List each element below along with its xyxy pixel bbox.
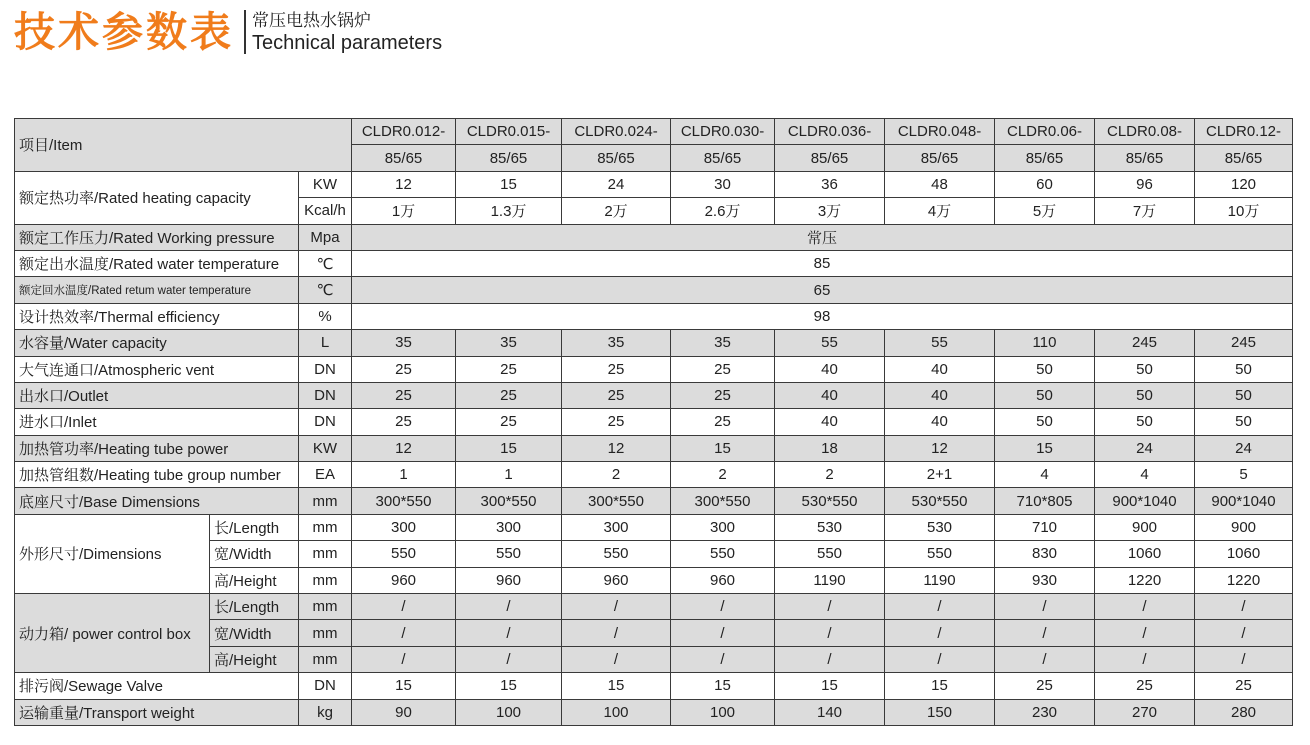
value-cell: 50 (995, 409, 1095, 435)
value-cell: 1060 (1195, 541, 1293, 567)
unit-cell: Kcal/h (299, 198, 352, 224)
value-cell: 30 (671, 171, 775, 197)
unit-cell: DN (299, 673, 352, 699)
model-name-cell: CLDR0.024- (562, 119, 671, 145)
unit-cell: EA (299, 462, 352, 488)
value-cell: 300*550 (352, 488, 456, 514)
value-cell: / (671, 594, 775, 620)
value-cell: 900*1040 (1195, 488, 1293, 514)
value-cell: / (1095, 620, 1195, 646)
value-cell: 1190 (775, 567, 885, 593)
value-cell: 270 (1095, 699, 1195, 725)
value-cell: 35 (671, 330, 775, 356)
value-cell: 900*1040 (1095, 488, 1195, 514)
value-cell: / (352, 646, 456, 672)
row-label: 运输重量/Transport weight (15, 699, 299, 725)
page-header (14, 4, 442, 60)
value-cell: 40 (775, 382, 885, 408)
model-name-cell: CLDR0.08- (1095, 119, 1195, 145)
value-cell: 2 (775, 462, 885, 488)
value-cell: 25 (562, 382, 671, 408)
subtitle-english: Technical parameters (252, 32, 443, 54)
value-cell: / (775, 594, 885, 620)
technical-parameters-table (14, 118, 1293, 726)
value-cell: 10万 (1195, 198, 1293, 224)
model-temp-cell: 85/65 (352, 145, 456, 171)
value-cell: 3万 (775, 198, 885, 224)
value-cell: 1 (456, 462, 562, 488)
value-cell: 140 (775, 699, 885, 725)
row-label: 加热管组数/Heating tube group number (15, 462, 299, 488)
sub-label: 长/Length (210, 514, 299, 540)
value-cell: 900 (1195, 514, 1293, 540)
row-label: 底座尺寸/Base Dimensions (15, 488, 299, 514)
value-cell: 25 (1095, 673, 1195, 699)
model-temp-cell: 85/65 (1095, 145, 1195, 171)
value-cell: / (671, 620, 775, 646)
subtitle-chinese: 常压电热水锅炉 (252, 11, 371, 31)
item-header: 项目/Item (15, 119, 352, 172)
value-cell: 1220 (1195, 567, 1293, 593)
value-cell: 5 (1195, 462, 1293, 488)
unit-cell: mm (299, 594, 352, 620)
sub-label: 宽/Width (210, 541, 299, 567)
value-cell: 15 (995, 435, 1095, 461)
value-cell: 96 (1095, 171, 1195, 197)
value-cell: 100 (456, 699, 562, 725)
value-cell: 25 (456, 409, 562, 435)
value-cell: 960 (352, 567, 456, 593)
data-row (15, 488, 1293, 514)
value-cell: 25 (562, 409, 671, 435)
model-temp-cell: 85/65 (562, 145, 671, 171)
value-cell: 36 (775, 171, 885, 197)
unit-cell: DN (299, 356, 352, 382)
row-label: 大气连通口/Atmospheric vent (15, 356, 299, 382)
value-cell: 710*805 (995, 488, 1095, 514)
value-cell: / (775, 646, 885, 672)
value-cell: 25 (1195, 673, 1293, 699)
value-cell: 300*550 (456, 488, 562, 514)
value-cell: 12 (352, 435, 456, 461)
value-cell: / (1195, 594, 1293, 620)
value-cell: 25 (671, 356, 775, 382)
value-cell: 12 (885, 435, 995, 461)
unit-cell: DN (299, 409, 352, 435)
value-cell: 100 (562, 699, 671, 725)
merged-row (15, 303, 1293, 329)
row-label: 额定出水温度/Rated water temperature (15, 250, 299, 276)
value-cell: 12 (562, 435, 671, 461)
model-temp-cell: 85/65 (885, 145, 995, 171)
value-cell: 300 (352, 514, 456, 540)
value-cell: 50 (1195, 382, 1293, 408)
merged-row (15, 277, 1293, 303)
row-label: 设计热效率/Thermal efficiency (15, 303, 299, 329)
value-cell: 2+1 (885, 462, 995, 488)
row-label: 额定回水温度/Rated retum water temperature (15, 277, 299, 303)
subtitle-block (252, 10, 442, 54)
merged-value-cell: 98 (352, 303, 1293, 329)
value-cell: 24 (562, 171, 671, 197)
value-cell: 25 (671, 409, 775, 435)
sub-label: 高/Height (210, 567, 299, 593)
value-cell: 300*550 (562, 488, 671, 514)
value-cell: 2 (671, 462, 775, 488)
value-cell: / (995, 594, 1095, 620)
value-cell: 15 (456, 673, 562, 699)
value-cell: 7万 (1095, 198, 1195, 224)
unit-cell: mm (299, 514, 352, 540)
value-cell: 530*550 (885, 488, 995, 514)
value-cell: / (456, 620, 562, 646)
value-cell: / (562, 646, 671, 672)
value-cell: / (885, 646, 995, 672)
data-row (15, 382, 1293, 408)
merged-value-cell: 常压 (352, 224, 1293, 250)
value-cell: / (352, 594, 456, 620)
data-row (15, 699, 1293, 725)
value-cell: 300*550 (671, 488, 775, 514)
value-cell: 4 (995, 462, 1095, 488)
value-cell: 55 (775, 330, 885, 356)
page-title: 技术参数表 (14, 8, 234, 56)
value-cell: / (562, 620, 671, 646)
unit-cell: KW (299, 435, 352, 461)
value-cell: 15 (562, 673, 671, 699)
value-cell: / (995, 646, 1095, 672)
merged-row (15, 250, 1293, 276)
model-name-cell: CLDR0.048- (885, 119, 995, 145)
value-cell: 50 (995, 382, 1095, 408)
group-label: 外形尺寸/Dimensions (15, 514, 210, 593)
rated-heating-kw-row (15, 171, 1293, 197)
value-cell: 25 (456, 356, 562, 382)
value-cell: 60 (995, 171, 1095, 197)
value-cell: 530 (775, 514, 885, 540)
value-cell: 90 (352, 699, 456, 725)
value-cell: 25 (352, 356, 456, 382)
value-cell: 230 (995, 699, 1095, 725)
value-cell: 55 (885, 330, 995, 356)
model-name-cell: CLDR0.012- (352, 119, 456, 145)
value-cell: 550 (456, 541, 562, 567)
value-cell: 25 (352, 382, 456, 408)
value-cell: 2 (562, 462, 671, 488)
value-cell: 900 (1095, 514, 1195, 540)
value-cell: 35 (456, 330, 562, 356)
merged-value-cell: 85 (352, 250, 1293, 276)
unit-cell: mm (299, 541, 352, 567)
unit-cell: mm (299, 646, 352, 672)
value-cell: 300 (456, 514, 562, 540)
value-cell: 5万 (995, 198, 1095, 224)
data-row (15, 409, 1293, 435)
value-cell: 300 (562, 514, 671, 540)
value-cell: 50 (1095, 382, 1195, 408)
merged-value-cell: 65 (352, 277, 1293, 303)
model-temp-cell: 85/65 (671, 145, 775, 171)
row-label: 额定热功率/Rated heating capacity (15, 171, 299, 224)
row-label: 加热管功率/Heating tube power (15, 435, 299, 461)
value-cell: / (562, 594, 671, 620)
value-cell: 15 (775, 673, 885, 699)
data-row (15, 673, 1293, 699)
value-cell: 48 (885, 171, 995, 197)
data-row (15, 435, 1293, 461)
value-cell: 245 (1095, 330, 1195, 356)
value-cell: 530 (885, 514, 995, 540)
row-label: 进水口/Inlet (15, 409, 299, 435)
unit-cell: L (299, 330, 352, 356)
value-cell: 1220 (1095, 567, 1195, 593)
unit-cell: DN (299, 382, 352, 408)
value-cell: 110 (995, 330, 1095, 356)
value-cell: 50 (1095, 409, 1195, 435)
row-label: 额定工作压力/Rated Working pressure (15, 224, 299, 250)
value-cell: / (456, 646, 562, 672)
value-cell: 1190 (885, 567, 995, 593)
value-cell: 50 (1095, 356, 1195, 382)
value-cell: 35 (352, 330, 456, 356)
value-cell: 15 (671, 673, 775, 699)
value-cell: 4 (1095, 462, 1195, 488)
value-cell: 15 (456, 171, 562, 197)
unit-cell: kg (299, 699, 352, 725)
header-row (15, 119, 1293, 145)
model-name-cell: CLDR0.030- (671, 119, 775, 145)
value-cell: 25 (671, 382, 775, 408)
value-cell: / (456, 594, 562, 620)
value-cell: 50 (1195, 409, 1293, 435)
value-cell: / (1095, 646, 1195, 672)
value-cell: 550 (775, 541, 885, 567)
model-temp-cell: 85/65 (775, 145, 885, 171)
unit-cell: % (299, 303, 352, 329)
value-cell: / (885, 620, 995, 646)
value-cell: / (775, 620, 885, 646)
value-cell: 150 (885, 699, 995, 725)
value-cell: / (1195, 646, 1293, 672)
value-cell: 15 (352, 673, 456, 699)
value-cell: 15 (456, 435, 562, 461)
value-cell: / (352, 620, 456, 646)
value-cell: 25 (352, 409, 456, 435)
row-label: 出水口/Outlet (15, 382, 299, 408)
group-label: 动力箱/ power control box (15, 594, 210, 673)
unit-cell: KW (299, 171, 352, 197)
value-cell: 100 (671, 699, 775, 725)
sub-label: 高/Height (210, 646, 299, 672)
value-cell: 830 (995, 541, 1095, 567)
value-cell: 1万 (352, 198, 456, 224)
table-body (15, 119, 1293, 726)
value-cell: 1 (352, 462, 456, 488)
value-cell: 280 (1195, 699, 1293, 725)
value-cell: 24 (1095, 435, 1195, 461)
value-cell: 960 (562, 567, 671, 593)
value-cell: 1.3万 (456, 198, 562, 224)
value-cell: 50 (995, 356, 1095, 382)
value-cell: / (1095, 594, 1195, 620)
value-cell: 40 (885, 409, 995, 435)
power_box-row (15, 594, 1293, 620)
row-label: 水容量/Water capacity (15, 330, 299, 356)
value-cell: 710 (995, 514, 1095, 540)
value-cell: 25 (456, 382, 562, 408)
value-cell: 40 (775, 356, 885, 382)
row-label: 排污阀/Sewage Valve (15, 673, 299, 699)
value-cell: 245 (1195, 330, 1293, 356)
value-cell: / (1195, 620, 1293, 646)
model-temp-cell: 85/65 (1195, 145, 1293, 171)
unit-cell: mm (299, 620, 352, 646)
model-name-cell: CLDR0.12- (1195, 119, 1293, 145)
value-cell: 550 (885, 541, 995, 567)
value-cell: 12 (352, 171, 456, 197)
unit-cell: mm (299, 488, 352, 514)
value-cell: 25 (995, 673, 1095, 699)
value-cell: 2.6万 (671, 198, 775, 224)
value-cell: 40 (885, 356, 995, 382)
value-cell: 40 (885, 382, 995, 408)
value-cell: 550 (352, 541, 456, 567)
value-cell: / (885, 594, 995, 620)
value-cell: 960 (671, 567, 775, 593)
value-cell: 24 (1195, 435, 1293, 461)
value-cell: 18 (775, 435, 885, 461)
model-name-cell: CLDR0.015- (456, 119, 562, 145)
unit-cell: ℃ (299, 250, 352, 276)
data-row (15, 462, 1293, 488)
dimensions-row (15, 514, 1293, 540)
value-cell: 25 (562, 356, 671, 382)
unit-cell: Mpa (299, 224, 352, 250)
value-cell: 4万 (885, 198, 995, 224)
unit-cell: mm (299, 567, 352, 593)
sub-label: 长/Length (210, 594, 299, 620)
value-cell: 300 (671, 514, 775, 540)
model-temp-cell: 85/65 (995, 145, 1095, 171)
value-cell: 35 (562, 330, 671, 356)
value-cell: 50 (1195, 356, 1293, 382)
value-cell: / (671, 646, 775, 672)
value-cell: 15 (885, 673, 995, 699)
value-cell: 530*550 (775, 488, 885, 514)
unit-cell: ℃ (299, 277, 352, 303)
value-cell: 40 (775, 409, 885, 435)
value-cell: 15 (671, 435, 775, 461)
value-cell: / (995, 620, 1095, 646)
data-row (15, 356, 1293, 382)
title-divider (244, 10, 246, 54)
model-temp-cell: 85/65 (456, 145, 562, 171)
data-row (15, 330, 1293, 356)
model-name-cell: CLDR0.06- (995, 119, 1095, 145)
model-name-cell: CLDR0.036- (775, 119, 885, 145)
value-cell: 930 (995, 567, 1095, 593)
merged-row (15, 224, 1293, 250)
value-cell: 1060 (1095, 541, 1195, 567)
value-cell: 960 (456, 567, 562, 593)
sub-label: 宽/Width (210, 620, 299, 646)
value-cell: 120 (1195, 171, 1293, 197)
value-cell: 550 (562, 541, 671, 567)
value-cell: 550 (671, 541, 775, 567)
value-cell: 2万 (562, 198, 671, 224)
